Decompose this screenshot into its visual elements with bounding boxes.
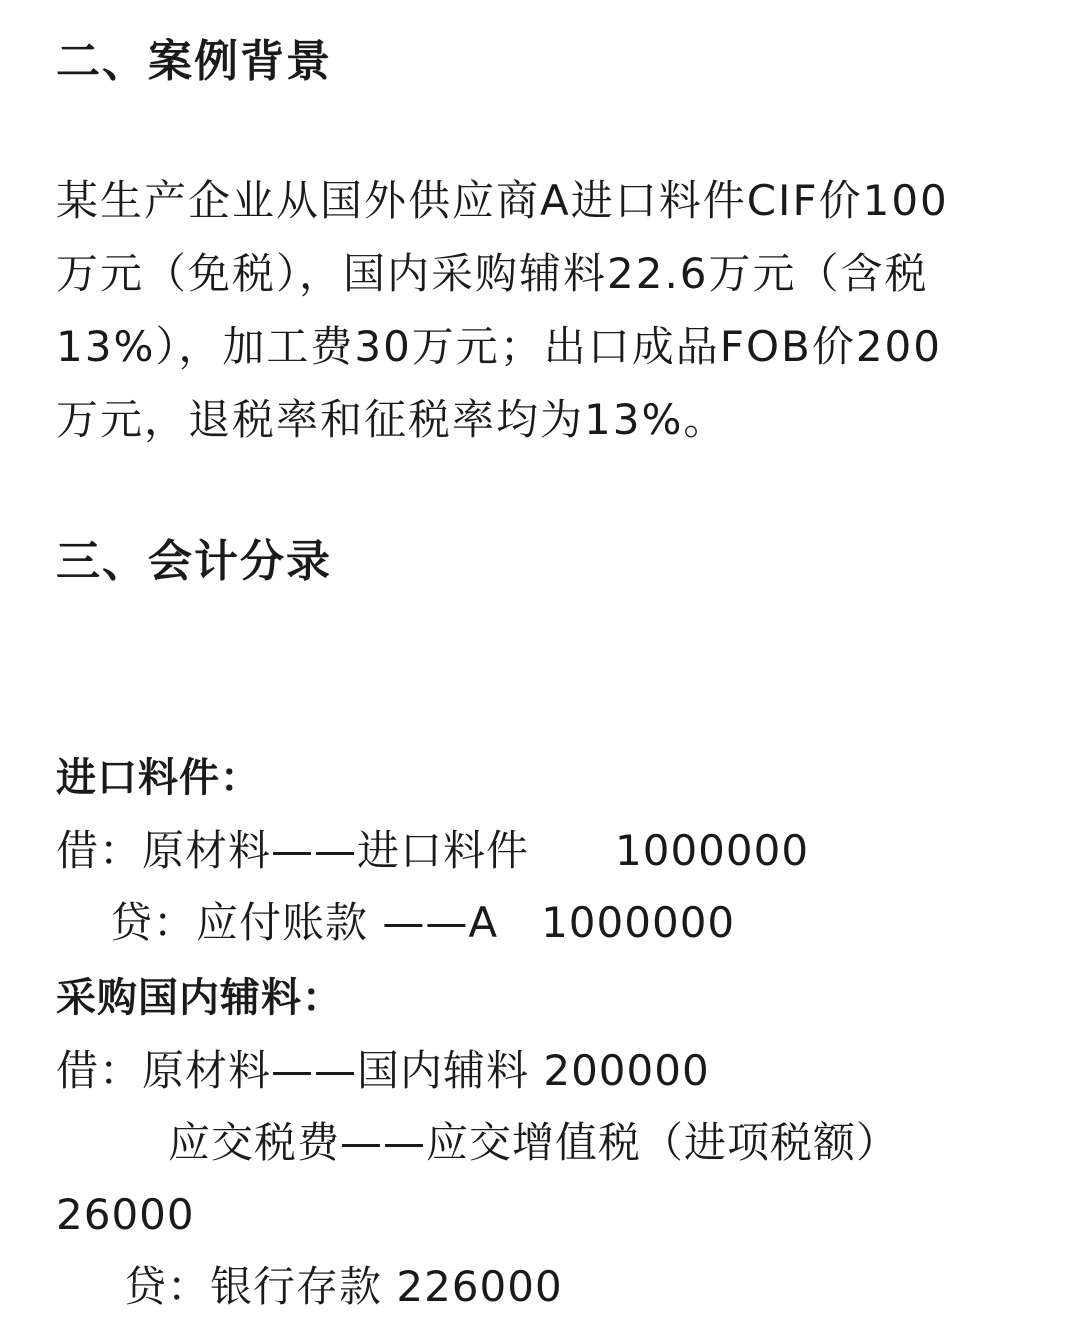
journal-debit-tax-account: 应交税费——应交增值税（进项税额） bbox=[168, 1118, 900, 1167]
journal-debit-domestic: 借：原材料——国内辅料 200000 bbox=[56, 1046, 710, 1095]
background-paragraph-line-1: 某生产企业从国外供应商A进口料件CIF价100 bbox=[56, 176, 949, 225]
journal-credit-import: 贷：应付账款 ——A 1000000 bbox=[110, 898, 736, 947]
background-paragraph-line-2: 万元（免税），国内采购辅料22.6万元（含税 bbox=[56, 249, 929, 298]
journal-credit-domestic: 贷：银行存款 226000 bbox=[124, 1262, 563, 1311]
entry-title-domestic: 采购国内辅料： bbox=[56, 975, 343, 1021]
journal-debit-import: 借：原材料——进口料件 1000000 bbox=[56, 826, 810, 875]
background-paragraph-line-3: 13%），加工费30万元；出口成品FOB价200 bbox=[56, 322, 942, 371]
background-paragraph-line-4: 万元，退税率和征税率均为13%。 bbox=[56, 395, 728, 444]
section-heading-entries: 三、会计分录 bbox=[56, 536, 332, 587]
entry-title-import: 进口料件： bbox=[56, 755, 261, 801]
journal-debit-tax-amount: 26000 bbox=[56, 1190, 195, 1239]
section-heading-background: 二、案例背景 bbox=[56, 36, 332, 87]
